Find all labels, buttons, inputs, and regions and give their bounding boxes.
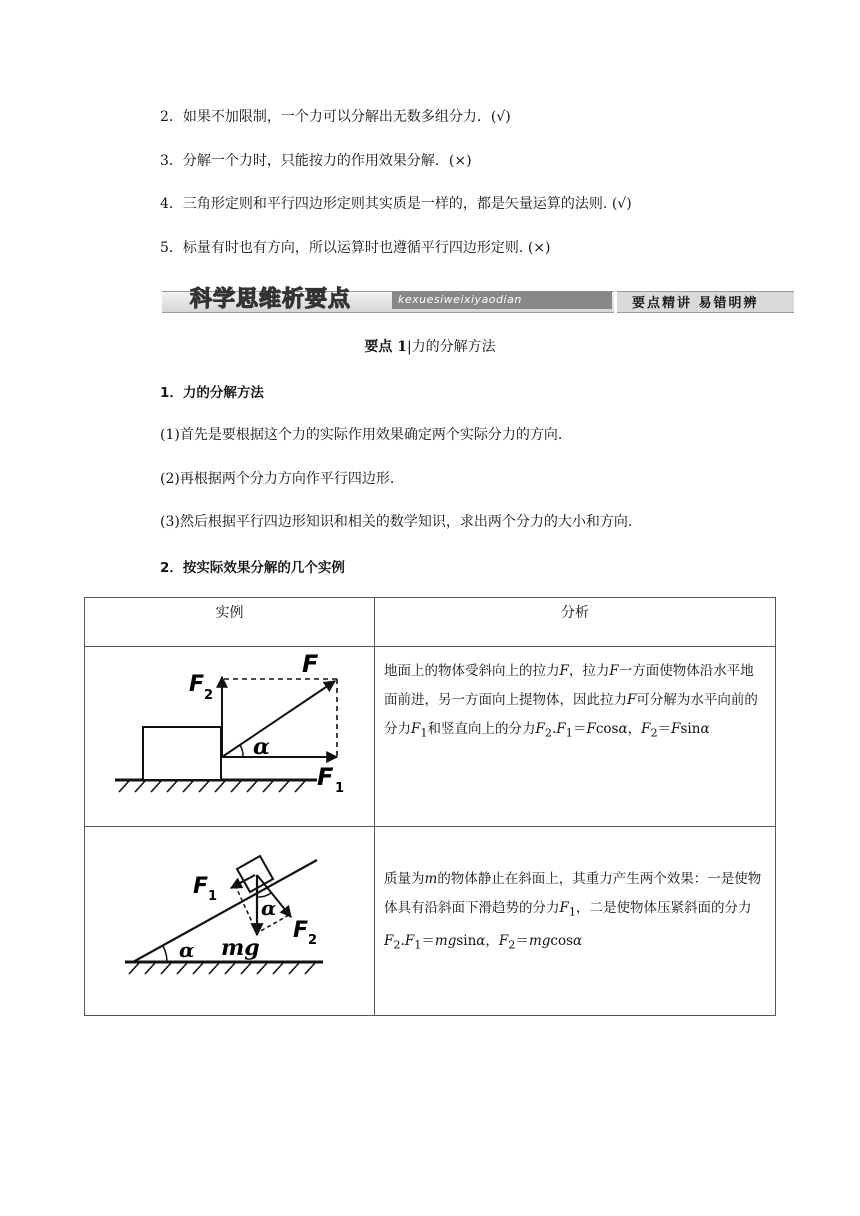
pull-force-diagram (85, 647, 374, 822)
dashed-left (235, 885, 257, 933)
item-text: 标量有时也有方向，所以运算时也遵循平行四边形定则. (×) (182, 240, 551, 256)
label-mg: mg (221, 935, 260, 961)
label-F2: F (293, 918, 309, 943)
item-number: 2． (160, 109, 183, 125)
item-text: 分解一个力时，只能按力的作用效果分解．(×) (182, 153, 472, 169)
method-step-2: (2)再根据两个分力方向作平行四边形. (160, 471, 395, 487)
ground-hatch (129, 963, 315, 974)
label-alpha-incline: α (179, 938, 195, 962)
incline-diagram (85, 827, 374, 1011)
label-F: F (302, 650, 319, 678)
examples-heading: 2．按实际效果分解的几个实例 (160, 560, 345, 576)
point-label: 要点 1 (364, 339, 407, 355)
figure-cell (85, 647, 375, 827)
figure-cell (85, 827, 375, 1016)
method-step-3: (3)然后根据平行四边形知识和相关的数学知识，求出两个分力的大小和方向. (160, 514, 633, 530)
block (143, 727, 221, 780)
item-text: 三角形定则和平行四边形定则其实质是一样的，都是矢量运算的法则. (√) (182, 196, 632, 212)
label-F1: F (193, 874, 209, 899)
point-heading (0, 336, 860, 356)
table-header-row (85, 598, 776, 647)
label-F2-sub: 2 (308, 933, 318, 948)
banner-title: 科学思维析要点 (190, 287, 352, 312)
incline-angle-arc (163, 946, 167, 962)
judgment-3 (160, 150, 472, 170)
table-row (85, 827, 776, 1016)
judgment-4 (160, 193, 632, 213)
point-separator: | (406, 339, 412, 355)
table-row (85, 647, 776, 827)
header-analysis: 分析 (375, 598, 776, 647)
label-alpha: α (253, 734, 270, 760)
label-alpha-top: α (261, 896, 277, 920)
header-example: 实例 (85, 598, 375, 647)
label-F1-sub: 1 (335, 781, 345, 796)
label-F2: F (189, 672, 205, 697)
label-F1-sub: 1 (208, 889, 218, 904)
section-banner (162, 288, 794, 314)
banner-pinyin: kexuesiweixiyaodian (392, 291, 612, 309)
f-arrow (222, 681, 335, 757)
label-F1: F (317, 763, 334, 791)
item-text: 如果不加限制，一个力可以分解出无数多组分力．(√) (182, 109, 511, 125)
label-F2-sub: 2 (204, 688, 214, 703)
judgment-2 (160, 106, 511, 126)
methods-heading: 1．力的分解方法 (160, 385, 264, 401)
item-number: 4． (160, 196, 183, 212)
analysis-cell-2: 质量为m的物体静止在斜面上，其重力产生两个效果：一是使物体具有沿斜面下滑趋势的分力$F_1$，二是使物体压紧斜面的分力$F_2.F_1=mgsin\alpha$，$F_2=mgcos\alpha$ (375, 827, 776, 1016)
item-number: 5． (160, 240, 183, 256)
ground-hatch (119, 781, 305, 792)
angle-arc (240, 745, 243, 757)
item-number: 3． (160, 153, 183, 169)
judgment-5 (160, 237, 550, 257)
banner-right-text: 要点精讲 易错明辨 (632, 296, 759, 311)
examples-table (84, 597, 776, 1016)
method-step-1: (1)首先是要根据这个力的实际作用效果确定两个实际分力的方向. (160, 427, 563, 443)
analysis-cell-1: 地面上的物体受斜向上的拉力F，拉力F一方面使物体沿水平地面前进，另一方面向上提物体，因此拉力F可分解为水平向前的分力$F_1$和竖直向上的分力$F_2.F_1=Fcos\alpha$，$F_2=Fsin\alpha$ (375, 647, 776, 827)
point-title: 力的分解方法 (411, 339, 496, 355)
